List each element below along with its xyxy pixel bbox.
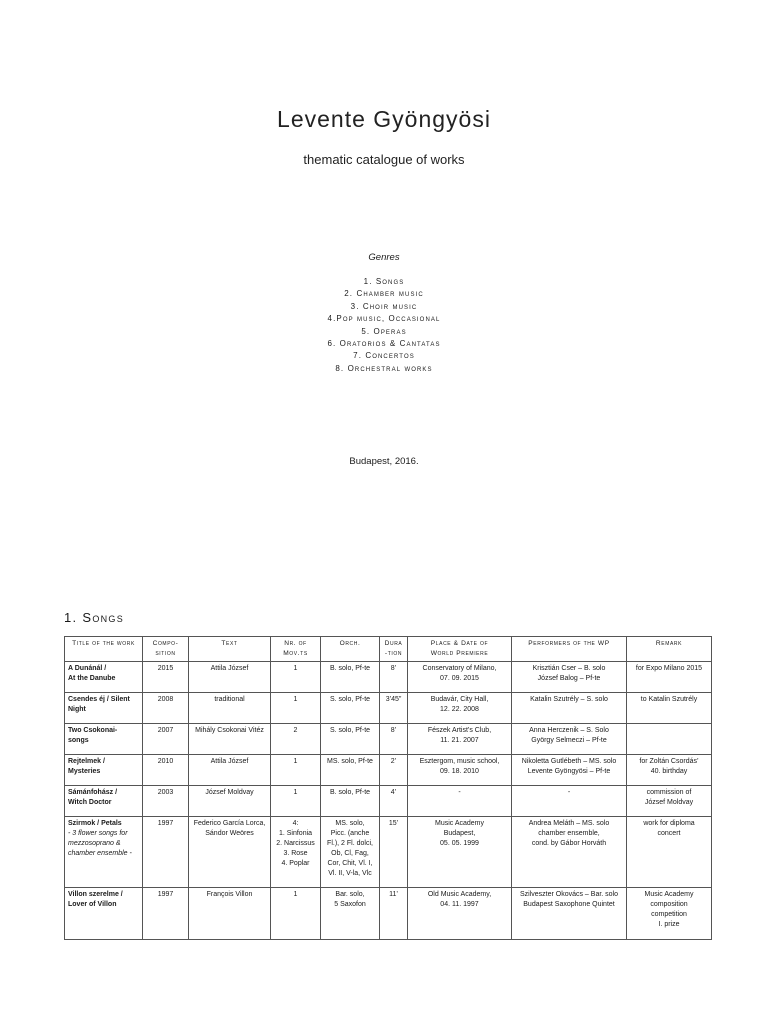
work-title: A Dunánál / At the Danube: [68, 665, 116, 682]
duration-cell: 11’: [380, 888, 408, 940]
header-remark: Remark: [627, 637, 712, 662]
orch-cell: MS. solo, Picc. (anche Fl.), 2 Fl. dolci, Ob, Cl, Fag, Cor, Chit, Vl. I, Vl. II, V-la, Vlc: [321, 817, 380, 888]
work-title-cell: [65, 817, 143, 888]
work-title-cell: [65, 786, 143, 817]
header-premiere: Place & Date of World Premiere: [408, 637, 512, 662]
genre-item: 6. Oratorios & Cantatas: [327, 339, 441, 349]
orch-cell: B. solo, Pf-te: [321, 786, 380, 817]
premiere-cell: -: [408, 786, 512, 817]
orch-cell: B. solo, Pf-te: [321, 662, 380, 693]
text-cell: Mihály Csokonai Vitéz: [189, 724, 271, 755]
table-row: [65, 888, 712, 940]
movements-cell: 4: 1. Sinfonia 2. Narcissus 3. Rose 4. Poplar: [271, 817, 321, 888]
genre-item: 1. Songs: [363, 277, 405, 286]
orch-cell: MS. solo, Pf-te: [321, 755, 380, 786]
composition-cell: 2003: [143, 786, 189, 817]
document-title: Levente Gyöngyösi: [277, 106, 491, 132]
header-orch: Orch.: [321, 637, 380, 662]
table-row: [65, 817, 712, 888]
text-cell: Federico García Lorca, Sándor Weöres: [189, 817, 271, 888]
movements-cell: 1: [271, 786, 321, 817]
text-cell: József Moldvay: [189, 786, 271, 817]
duration-cell: 2’: [380, 755, 408, 786]
table-header-row: [65, 637, 712, 662]
remark-cell: for Expo Milano 2015: [627, 662, 712, 693]
composition-cell: 1997: [143, 888, 189, 940]
genres-list: [0, 276, 768, 375]
orch-cell: S. solo, Pf-te: [321, 724, 380, 755]
remark-cell: Music Academy composition competition I. prize: [627, 888, 712, 940]
performers-cell: Katalin Szutrély – S. solo: [512, 693, 627, 724]
duration-cell: 8’: [380, 724, 408, 755]
remark-cell: commission of József Moldvay: [627, 786, 712, 817]
performers-cell: Szilveszter Okovács – Bar. solo Budapest Saxophone Quintet: [512, 888, 627, 940]
work-title: Csendes éj / Silent Night: [68, 696, 130, 713]
orch-cell: S. solo, Pf-te: [321, 693, 380, 724]
header-title: Title of the work: [65, 637, 143, 662]
performers-cell: Anna Herczenik – S. Solo György Selmeczi – Pf-te: [512, 724, 627, 755]
composition-cell: 2010: [143, 755, 189, 786]
premiere-cell: Old Music Academy, 04. 11. 1997: [408, 888, 512, 940]
genre-item: 2. Chamber music: [344, 289, 424, 299]
premiere-cell: Conservatory of Milano, 07. 09. 2015: [408, 662, 512, 693]
header-performers: Performers of the WP: [512, 637, 627, 662]
genre-item: 4.Pop music, Occasional: [327, 314, 441, 324]
performers-cell: Nikoletta Gutlébeth – MS. solo Levente Gyöngyösi – Pf-te: [512, 755, 627, 786]
header-movements: Nr. of Mov.ts: [271, 637, 321, 662]
premiere-cell: Music Academy Budapest, 05. 05. 1999: [408, 817, 512, 888]
remark-cell: to Katalin Szutrély: [627, 693, 712, 724]
work-title: Rejtelmek / Mysteries: [68, 758, 105, 775]
text-cell: Attila József: [189, 662, 271, 693]
genre-item: 8. Orchestral works: [335, 363, 433, 373]
genre-item: 5. Operas: [361, 326, 407, 336]
table-row: [65, 786, 712, 817]
work-subtitle: - 3 flower songs for mezzosoprano & chamber ensemble -: [68, 830, 132, 857]
text-cell: traditional: [189, 693, 271, 724]
movements-cell: 1: [271, 662, 321, 693]
work-title-cell: [65, 693, 143, 724]
text-cell: Attila József: [189, 755, 271, 786]
table-row: [65, 693, 712, 724]
section-heading: 1. Songs: [64, 610, 125, 625]
composition-cell: 2007: [143, 724, 189, 755]
premiere-cell: Budavár, City Hall, 12. 22. 2008: [408, 693, 512, 724]
genres-heading: Genres: [368, 252, 400, 263]
header-text: Text: [189, 637, 271, 662]
performers-cell: Andrea Meláth – MS. solo chamber ensemble, cond. by Gábor Horváth: [512, 817, 627, 888]
duration-cell: 4’: [380, 786, 408, 817]
text-cell: François Villon: [189, 888, 271, 940]
work-title: Two Csokonai- songs: [68, 727, 118, 744]
remark-cell: work for diploma concert: [627, 817, 712, 888]
works-table: [64, 636, 712, 940]
work-title-cell: [65, 662, 143, 693]
work-title-cell: [65, 888, 143, 940]
composition-cell: 1997: [143, 817, 189, 888]
header-duration: Dura -tion: [380, 637, 408, 662]
duration-cell: 3’45”: [380, 693, 408, 724]
remark-cell: for Zoltán Csordás’ 40. birthday: [627, 755, 712, 786]
table-row: [65, 662, 712, 693]
work-title-cell: [65, 755, 143, 786]
work-title-cell: [65, 724, 143, 755]
performers-cell: -: [512, 786, 627, 817]
premiere-cell: Fészek Artist’s Club, 11. 21. 2007: [408, 724, 512, 755]
table-row: [65, 724, 712, 755]
work-title: Sámánfohász / Witch Doctor: [68, 789, 118, 806]
remark-cell: [627, 724, 712, 755]
work-title: Szirmok / Petals: [68, 820, 122, 827]
premiere-cell: Esztergom, music school, 09. 18. 2010: [408, 755, 512, 786]
orch-cell: Bar. solo, 5 Saxofon: [321, 888, 380, 940]
composition-cell: 2015: [143, 662, 189, 693]
place-date: Budapest, 2016.: [349, 456, 419, 467]
genre-item: 7. Concertos: [353, 351, 415, 361]
genre-item: 3. Choir music: [350, 301, 418, 311]
movements-cell: 2: [271, 724, 321, 755]
composition-cell: 2008: [143, 693, 189, 724]
duration-cell: 15’: [380, 817, 408, 888]
header-composition: Compo- sition: [143, 637, 189, 662]
table-row: [65, 755, 712, 786]
movements-cell: 1: [271, 693, 321, 724]
movements-cell: 1: [271, 755, 321, 786]
document-subtitle: thematic catalogue of works: [303, 152, 465, 167]
movements-cell: 1: [271, 888, 321, 940]
duration-cell: 8’: [380, 662, 408, 693]
performers-cell: Krisztián Cser – B. solo József Balog – Pf-te: [512, 662, 627, 693]
work-title: Villon szerelme / Lover of Villon: [68, 891, 123, 908]
